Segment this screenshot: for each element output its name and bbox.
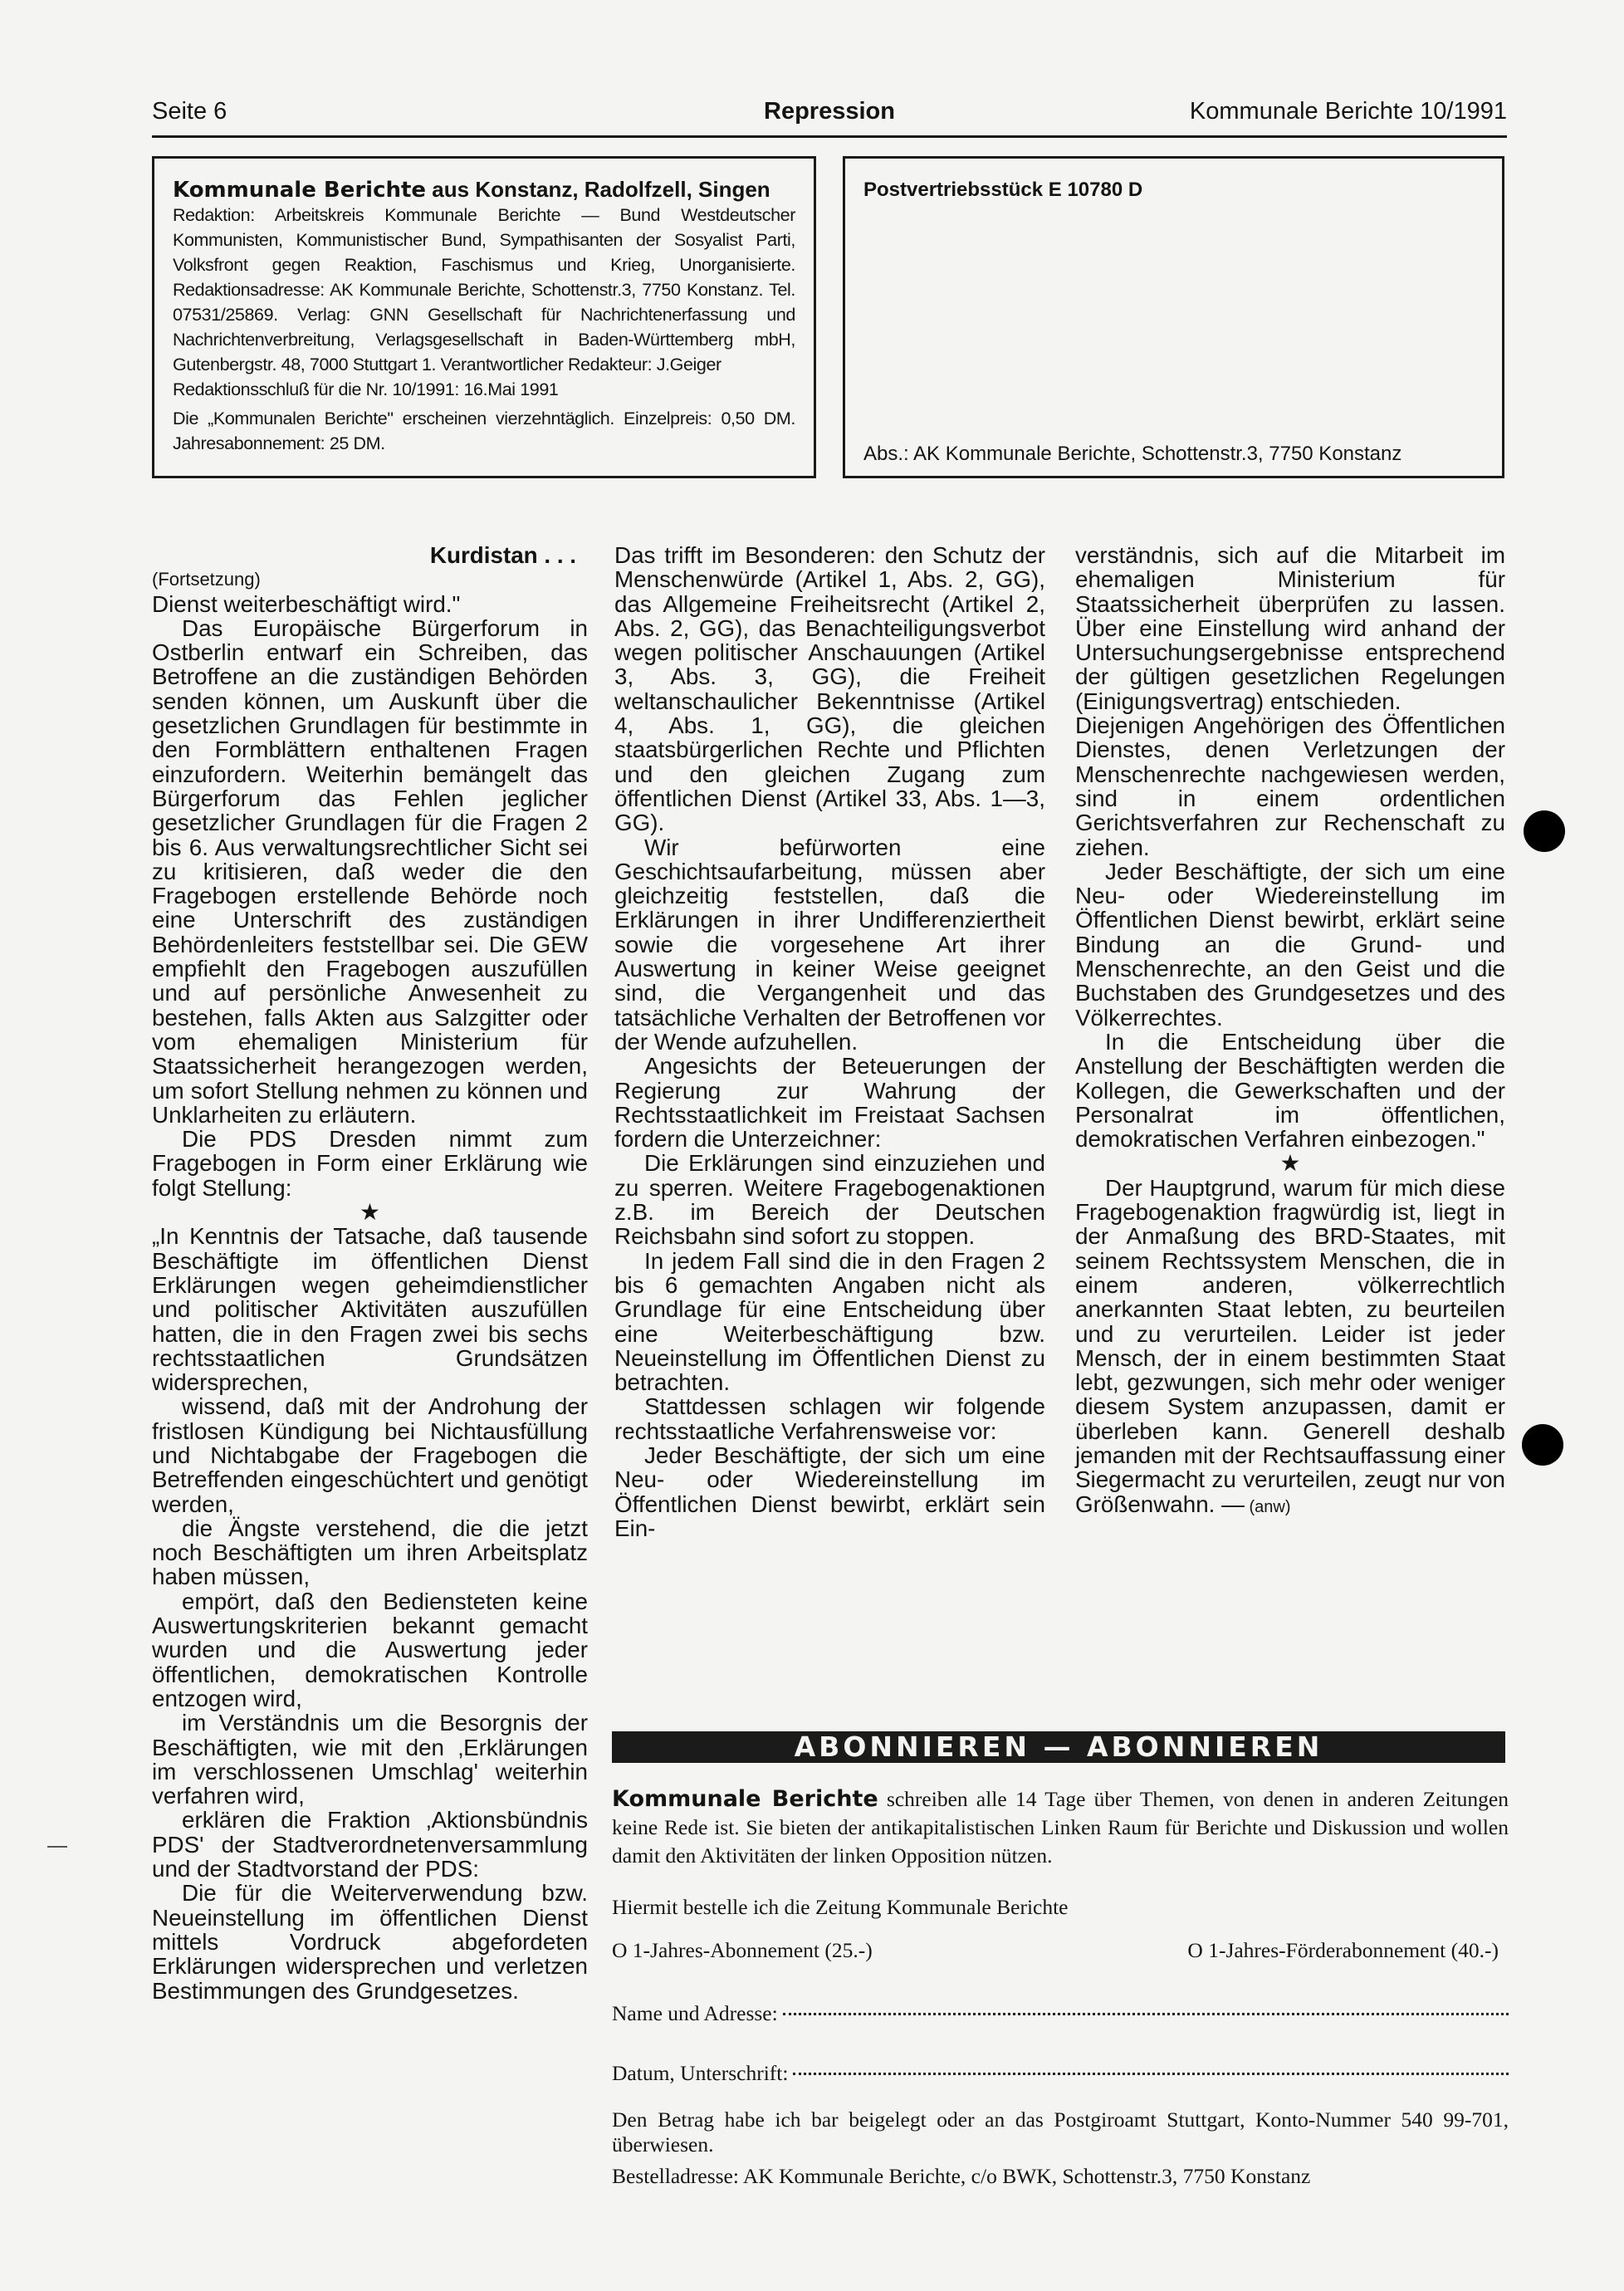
page-number: Seite 6	[152, 98, 227, 125]
impressum-brand: Kommunale Berichte	[173, 178, 427, 203]
postal-label: Postvertriebsstück E 10780 D	[863, 179, 1143, 201]
section-divider-star: ★	[1279, 1150, 1301, 1177]
subscribe-options	[612, 1936, 1509, 1965]
order-address: Bestelladresse: AK Kommunale Berichte, c/o BWK, Schottenstr.3, 7750 Konstanz	[612, 2164, 1311, 2188]
article-paragraph: „In Kenntnis der Tatsache, daß tausende Beschäftigte im öffentlichen Dienst Erklärungen wegen geheimdienstlicher und politischer Aktivitäten auszufüllen hatten, die in den Fragen zwei bis sechs rechtsstaatlichen Grundsätzen widersprechen,	[152, 1223, 588, 1396]
postal-box	[843, 156, 1504, 478]
article-paragraph: erklären die Fraktion ‚Aktionsbündnis PDS' der Stadtverordnetenversammlung und der Stadtvorstand der PDS:	[152, 1807, 588, 1882]
column-3-paragraphs	[1075, 543, 1505, 1520]
article-paragraph: Die für die Weiterverwendung bzw. Neueinstellung im öffentlichen Dienst mittels Vordruck abgefordeten Erklärungen widersprechen und verletzen Bestimmungen des Grundgesetzes.	[152, 1880, 588, 2004]
subscribe-banner: ABONNIEREN — ABONNIEREN	[612, 1731, 1505, 1763]
subscribe-order-line: Hiermit bestelle ich die Zeitung Kommunale Berichte	[612, 1895, 1069, 1919]
date-signature-label: Datum, Unterschrift:	[612, 2061, 789, 2085]
date-signature-field[interactable]	[793, 2073, 1509, 2075]
article-paragraph: Der Hauptgrund, warum für mich diese Fragebogenaktion fragwürdig ist, liegt in der Anmaßung des BRD-Staates, mit seinem Rechtssystem Menschen, die in einem anderen, völkerrechtlich anerkannten Staat lebten, zu beurteilen und zu verurteilen. Leider ist jeder Mensch, der in einem bestimmten Staat lebt, gezwungen, sich mehr oder weniger diesem System anzupassen, damit er überleben kann. Generell deshalb jemanden mit der Rechtsauffassung einer Siegermacht zu verurteilen, zeugt nur von Größenwahn. — (anw)	[1075, 1174, 1505, 1517]
article-paragraph: In die Entscheidung über die Anstellung der Beschäftigten werden die Kollegen, die Gewerkschaften und der Personalrat im öffentlichen, demokratischen Verfahren einbezogen."	[1075, 1028, 1505, 1153]
section-title: Repression	[764, 98, 895, 125]
impressum-body: Redaktion: Arbeitskreis Kommunale Berichte — Bund Westdeutscher Kommunisten, Kommunistischer Bund, Sympathisanten der Sosyalist Parti, Volksfront gegen Reaktion, Faschismus und Krieg, Unorganisierte. Redaktionsadresse: AK Kommunale Berichte, Schottenstr.3, 7750 Konstanz. Tel. 07531/25869. Verlag: GNN Gesellschaft für Nachrichtenerfassung und Nachrichtenverbreitung, Verlagsgesellschaft in Baden-Württemberg mbH, Gutenbergstr. 48, 7000 Stuttgart 1. Verantwortlicher Redakteur: J.Geiger	[173, 205, 795, 374]
article-paragraph: Wir befürworten eine Geschichtsaufarbeitung, müssen aber gleichzeitig feststellen, daß die Erklärungen in ihrer Undifferenziertheit sowie die vorgesehene Art ihrer Auswertung in keiner Weise geeignet sind, die Vergangenheit und das tatsächliche Verhalten der Betroffenen vor der Wende aufzuhellen.	[614, 834, 1045, 1055]
article-paragraph: Jeder Beschäftigte, der sich um eine Neu- oder Wiedereinstellung im Öffentlichen Dienst bewirbt, erklärt sein Ein-	[614, 1442, 1045, 1541]
binder-hole	[1524, 810, 1565, 852]
subscribe-form	[612, 1785, 1509, 2191]
article-paragraph: verständnis, sich auf die Mitarbeit im ehemaligen Ministerium für Staatssicherheit überprüfen zu lassen. Über eine Einstellung wird anhand der Untersuchungsergebnisse entsprechend der gültigen gesetzlichen Regelungen (Einigungsvertrag) entschieden.	[1075, 542, 1505, 714]
section-divider-star: ★	[360, 1199, 380, 1226]
subscribe-intro-text: schreiben alle 14 Tage über Themen, von denen in anderen Zeitungen keine Rede ist. Sie bieten der antikapitalistischen Linken Raum für Berichte und Diskussion und wollen damit den Aktivitäten der linken Opposition nützen.	[612, 1787, 1509, 1868]
impressum-title-rest: aus Konstanz, Radolfzell, Singen	[426, 177, 770, 202]
article-paragraph: die Ängste verstehend, die die jetzt noch Beschäftigten um ihren Arbeitsplatz haben müssen,	[152, 1515, 588, 1590]
subscribe-brand: Kommunale Berichte	[612, 1786, 878, 1812]
name-address-label: Name und Adresse:	[612, 2001, 778, 2025]
issue-label: Kommunale Berichte 10/1991	[1189, 98, 1507, 125]
page-header	[152, 98, 1507, 131]
article-paragraph: Die PDS Dresden nimmt zum Fragebogen in Form einer Erklärung wie folgt Stellung:	[152, 1126, 588, 1201]
impressum-title	[173, 177, 795, 203]
sender-address: Abs.: AK Kommunale Berichte, Schottenstr.3, 7750 Konstanz	[863, 443, 1402, 465]
article-paragraph: wissend, daß mit der Androhung der fristlosen Kündigung bei Nichtausfüllung und Nichtabgabe der Fragebogen die Betreffenden eingeschüchtert und genötigt werden,	[152, 1393, 588, 1517]
header-rule	[152, 135, 1507, 138]
article-paragraph: im Verständnis um die Besorgnis der Beschäftigten, wie mit den ‚Erklärungen im verschlossenen Umschlag' weiterhin verfahren wird,	[152, 1710, 588, 1809]
impressum-price: Die „Kommunalen Berichte" erscheinen vierzehntäglich. Einzelpreis: 0,50 DM. Jahresabonnement: 25 DM.	[173, 409, 795, 453]
fold-mark	[47, 1846, 67, 1848]
subscribe-intro	[612, 1785, 1509, 1870]
column-1-paragraphs	[152, 592, 588, 2003]
article-paragraph: Die Erklärungen sind einzuziehen und zu sperren. Weitere Fragebogenaktionen z.B. im Bereich der Deutschen Reichsbahn sind sofort zu stoppen.	[614, 1150, 1045, 1250]
payment-note: Den Betrag habe ich bar beigelegt oder an das Postgiroamt Stuttgart, Konto-Nummer 540 99-701, überwiesen.	[612, 2107, 1509, 2156]
date-signature-row	[612, 2059, 1509, 2088]
option-annual-subscription[interactable]: O 1-Jahres-Abonnement (25.-)	[612, 1938, 873, 1962]
article-paragraph: Diejenigen Angehörigen des Öffentlichen Dienstes, denen Verletzungen der Menschenrechte nachgewiesen werden, sind in einem ordentlichen Gerichtsverfahren zur Rechenschaft zu ziehen.	[1075, 712, 1505, 860]
option-supporter-subscription[interactable]: O 1-Jahres-Förderabonnement (40.-)	[1187, 1938, 1499, 1962]
article-paragraph: Stattdessen schlagen wir folgende rechtsstaatliche Verfahrensweise vor:	[614, 1393, 1045, 1444]
article-paragraph: Jeder Beschäftigte, der sich um eine Neu- oder Wiedereinstellung im Öffentlichen Dienst bewirbt, erklärt seine Bindung an die Grund- und Menschenrechte, an den Geist und die Buchstaben des Grundgesetzes und des Völkerrechtes.	[1075, 858, 1505, 1030]
impressum-box	[152, 156, 816, 478]
article-column-1	[152, 543, 588, 2003]
impressum-deadline: Redaktionsschluß für die Nr. 10/1991: 16.Mai 1991	[173, 379, 559, 399]
name-address-field[interactable]	[783, 2013, 1509, 2015]
article-column-3	[1075, 543, 1505, 1520]
article-column-2	[614, 543, 1045, 1540]
author-signature: (anw)	[1244, 1497, 1291, 1516]
article-subheading: (Fortsetzung)	[152, 569, 261, 590]
binder-hole	[1522, 1424, 1563, 1466]
article-heading: Kurdistan . . .	[429, 542, 576, 568]
column-2-paragraphs	[614, 543, 1045, 1540]
article-paragraph: Angesichts der Beteuerungen der Regierung zur Wahrung der Rechtsstaatlichkeit im Freistaat Sachsen fordern die Unterzeichner:	[614, 1053, 1045, 1153]
name-address-row	[612, 2000, 1509, 2028]
article-paragraph: Das Europäische Bürgerforum in Ostberlin entwarf ein Schreiben, das Betroffene an die zuständigen Behörden senden können, um Auskunft über die gesetzlichen Grundlagen für bestimmte in den Formblättern enthaltenen Fragen einzufordern. Weiterhin bemängelt das Bürgerforum das Fehlen jeglicher gesetzlicher Grundlagen für die Fragen 2 bis 6. Aus verwaltungsrechtlicher Sicht sei zu kritisieren, daß weder die den Fragebogen erstellende Behörde noch eine Unterschrift des zuständigen Behördenleiters feststellbar sei. Die GEW empfiehlt den Fragebogen auszufüllen und auf persönliche Anwesenheit zu bestehen, falls Akten aus Salzgitter oder vom ehemaligen Ministerium für Staatssicherheit herangezogen werden, um sofort Stellung nehmen zu können und Unklarheiten zu erläutern.	[152, 614, 588, 1128]
article-paragraph: Dienst weiterbeschäftigt wird."	[152, 590, 461, 617]
article-paragraph: Das trifft im Besonderen: den Schutz der Menschenwürde (Artikel 1, Abs. 2, GG), das Allgemeine Freiheitsrecht (Artikel 2, Abs. 2, GG), das Benachteiligungsverbot wegen politischer Anschauungen (Artikel 3, Abs. 3, GG), die Freiheit weltanschaulicher Bekenntnisse (Artikel 4, Abs. 1, GG), die gleichen staatsbürgerlichen Rechte und Pflichten und den gleichen Zugang zum öffentlichen Dienst (Artikel 33, Abs. 1—3, GG).	[614, 542, 1045, 836]
article-paragraph: empört, daß den Bediensteten keine Auswertungskriterien bekannt gemacht wurden und die Auswertung jeder öffentlichen, demokratischen Kontrolle entzogen wird,	[152, 1588, 588, 1711]
article-paragraph: In jedem Fall sind die in den Fragen 2 bis 6 gemachten Angaben nicht als Grundlage für eine Entscheidung über eine Weiterbeschäftigung bzw. Neueinstellung im Öffentlichen Dienst zu betrachten.	[614, 1247, 1045, 1396]
